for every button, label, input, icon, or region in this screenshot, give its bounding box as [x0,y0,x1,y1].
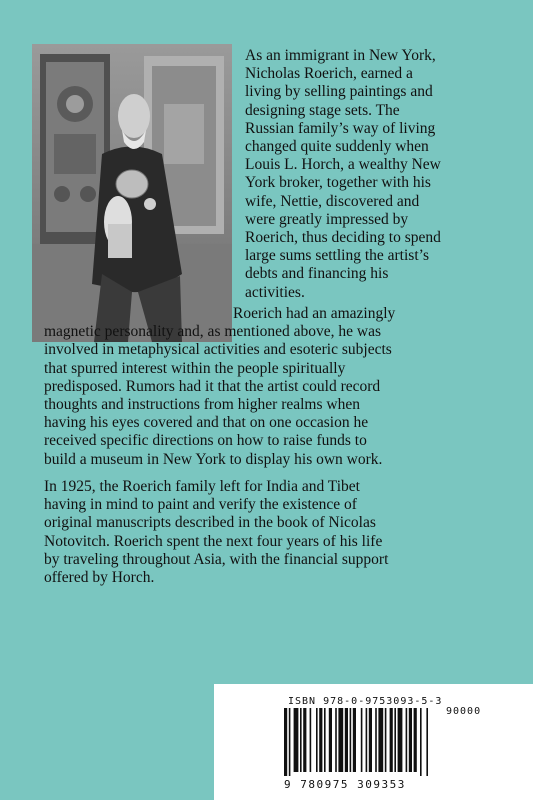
barcode-bar [316,708,318,772]
barcode-bar [353,708,356,772]
barcode-bar [394,708,396,772]
barcode-bar [375,708,377,772]
paragraph-2 [44,305,395,469]
paragraph-line: that spurred interest within the people spiritually [44,359,346,377]
paragraph-line: received specific directions on how to raise funds to [44,432,367,450]
paragraph-line: York broker, together with his [245,174,431,192]
paragraph-line: original manuscripts described in the book of Nicolas [44,514,376,532]
barcode-bar [294,708,299,772]
paragraph-line: having in mind to paint and verify the existence of [44,496,357,514]
portrait-illustration [32,44,232,342]
barcode-bar [369,708,372,772]
barcode-bars [284,708,516,778]
barcode-bar [329,708,332,772]
isbn-label: ISBN 978-0-9753093-5-3 [288,696,443,707]
paragraph-line: Roerich had an amazingly [233,305,396,322]
barcode-bar [385,708,387,772]
barcode-bar [303,708,306,772]
paragraph-line: designing stage sets. The [245,101,400,119]
barcode-bar [398,708,403,772]
portrait-photo [32,44,232,342]
paragraph-line: by traveling throughout Asia, with the financial support [44,550,389,568]
barcode-bar [324,708,326,772]
paragraph-3 [44,478,388,587]
barcode-bar [345,708,348,772]
barcode-bar [361,708,363,772]
barcode-bar [390,708,393,772]
paragraph-line: offered by Horch. [44,569,155,587]
paragraph-line: Notovitch. Roerich spent the next four years of his life [44,532,383,550]
paragraph-line: having his eyes covered and that on one occasion he [44,414,369,432]
paragraph-1 [245,47,441,302]
paragraph-line: wife, Nettie, discovered and [245,192,420,210]
barcode-bar [338,708,343,772]
paragraph-line: thoughts and instructions from higher realms when [44,396,360,414]
paragraph-line: Louis L. Horch, a wealthy New [245,156,441,174]
paragraph-line: large sums settling the artist’s [245,247,429,265]
paragraph-line: changed quite suddenly when [245,138,429,156]
paragraph-line: living by selling paintings and [245,83,433,101]
barcode-bar [319,708,322,772]
paragraph-line: debts and financing his [245,265,389,283]
paragraph-line: magnetic personality and, as mentioned above, he was [44,323,382,341]
barcode-bar [300,708,302,772]
barcode-bar [335,708,337,772]
barcode-bar [289,708,291,776]
barcode-bar [406,708,408,772]
paragraph-line: Roerich, thus deciding to spend [245,229,441,247]
barcode-bar [409,708,412,772]
barcode-bar [350,708,352,772]
barcode-box [214,684,533,800]
paragraph-line: were greatly impressed by [245,210,409,228]
paragraph-line: Nicholas Roerich, earned a [245,65,413,83]
barcode-bar [420,708,422,776]
price-code: 90000 [446,706,482,717]
barcode-bar [284,708,287,776]
paragraph-line: In 1925, the Roerich family left for India and Tibet [44,478,360,495]
barcode-bar [310,708,312,772]
paragraph-line: activities. [245,283,305,301]
barcode-digits: 9 780975 309353 [284,778,406,791]
paragraph-line: As an immigrant in New York, [245,47,436,64]
paragraph-line: involved in metaphysical activities and esoteric subjects [44,341,392,359]
paragraph-line: build a museum in New York to display his own work. [44,450,383,468]
paragraph-line: predisposed. Rumors had it that the artist could record [44,377,381,395]
barcode-bar [414,708,417,772]
barcode-bar [426,708,428,776]
barcode-bar [366,708,368,772]
barcode-bar [378,708,383,772]
paragraph-line: Russian family’s way of living [245,119,436,137]
